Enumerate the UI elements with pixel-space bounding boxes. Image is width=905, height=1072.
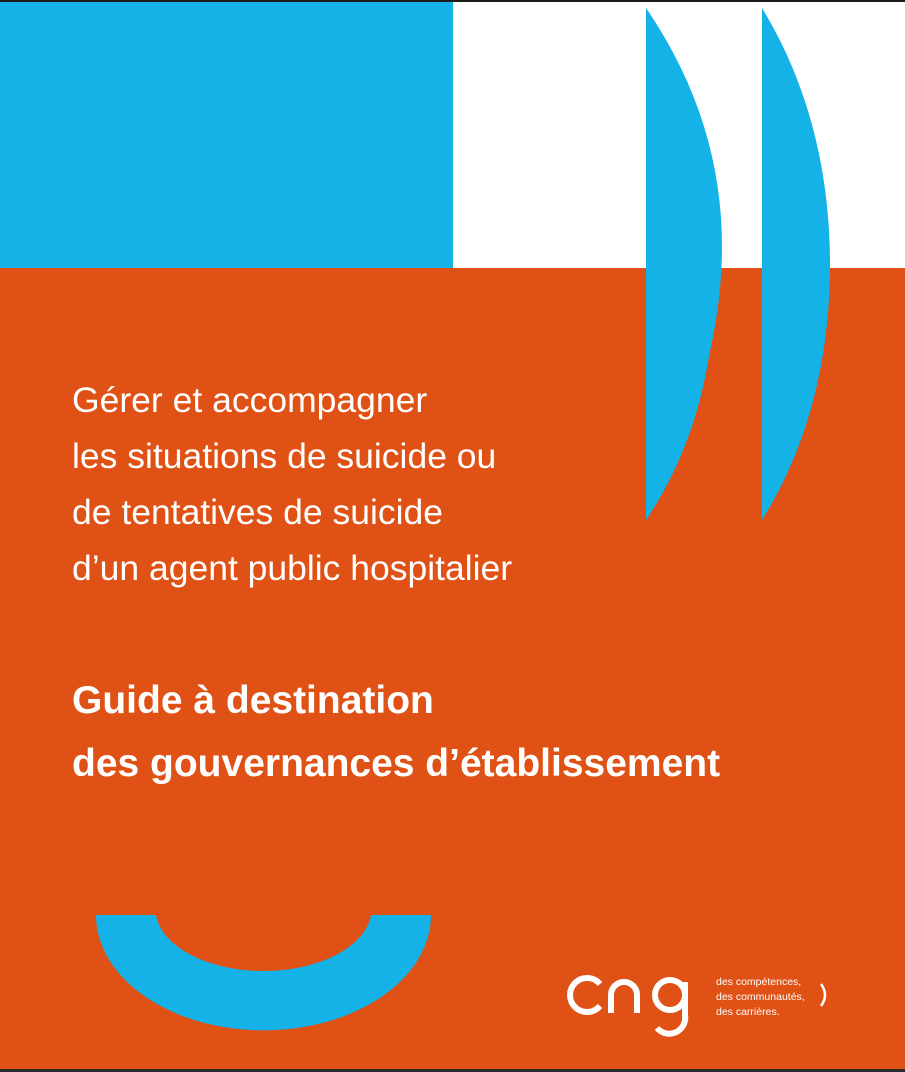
tagline-line: des communautés, — [716, 991, 805, 1003]
tagline-line: des carrières. — [716, 1006, 780, 1018]
subtitle-line: les situations de suicide ou — [72, 436, 497, 476]
tagline-line: des compétences, — [716, 976, 802, 988]
logo-tagline — [716, 975, 805, 1020]
logo-parenthesis-icon — [818, 982, 830, 1008]
top-border — [0, 0, 905, 2]
subtitle-line: de tentatives de suicide — [72, 492, 444, 532]
title-line: Guide à destination — [72, 679, 434, 722]
right-crescent-shape — [762, 8, 830, 520]
subtitle-line: Gérer et accompagner — [72, 380, 428, 420]
cover-title — [72, 669, 872, 795]
cng-logo — [566, 968, 706, 1040]
subtitle-line: d’un agent public hospitalier — [72, 548, 513, 588]
bottom-arc-shape — [96, 915, 431, 1030]
title-line: des gouvernances d’établissement — [72, 742, 721, 785]
cover-subtitle — [72, 372, 712, 596]
